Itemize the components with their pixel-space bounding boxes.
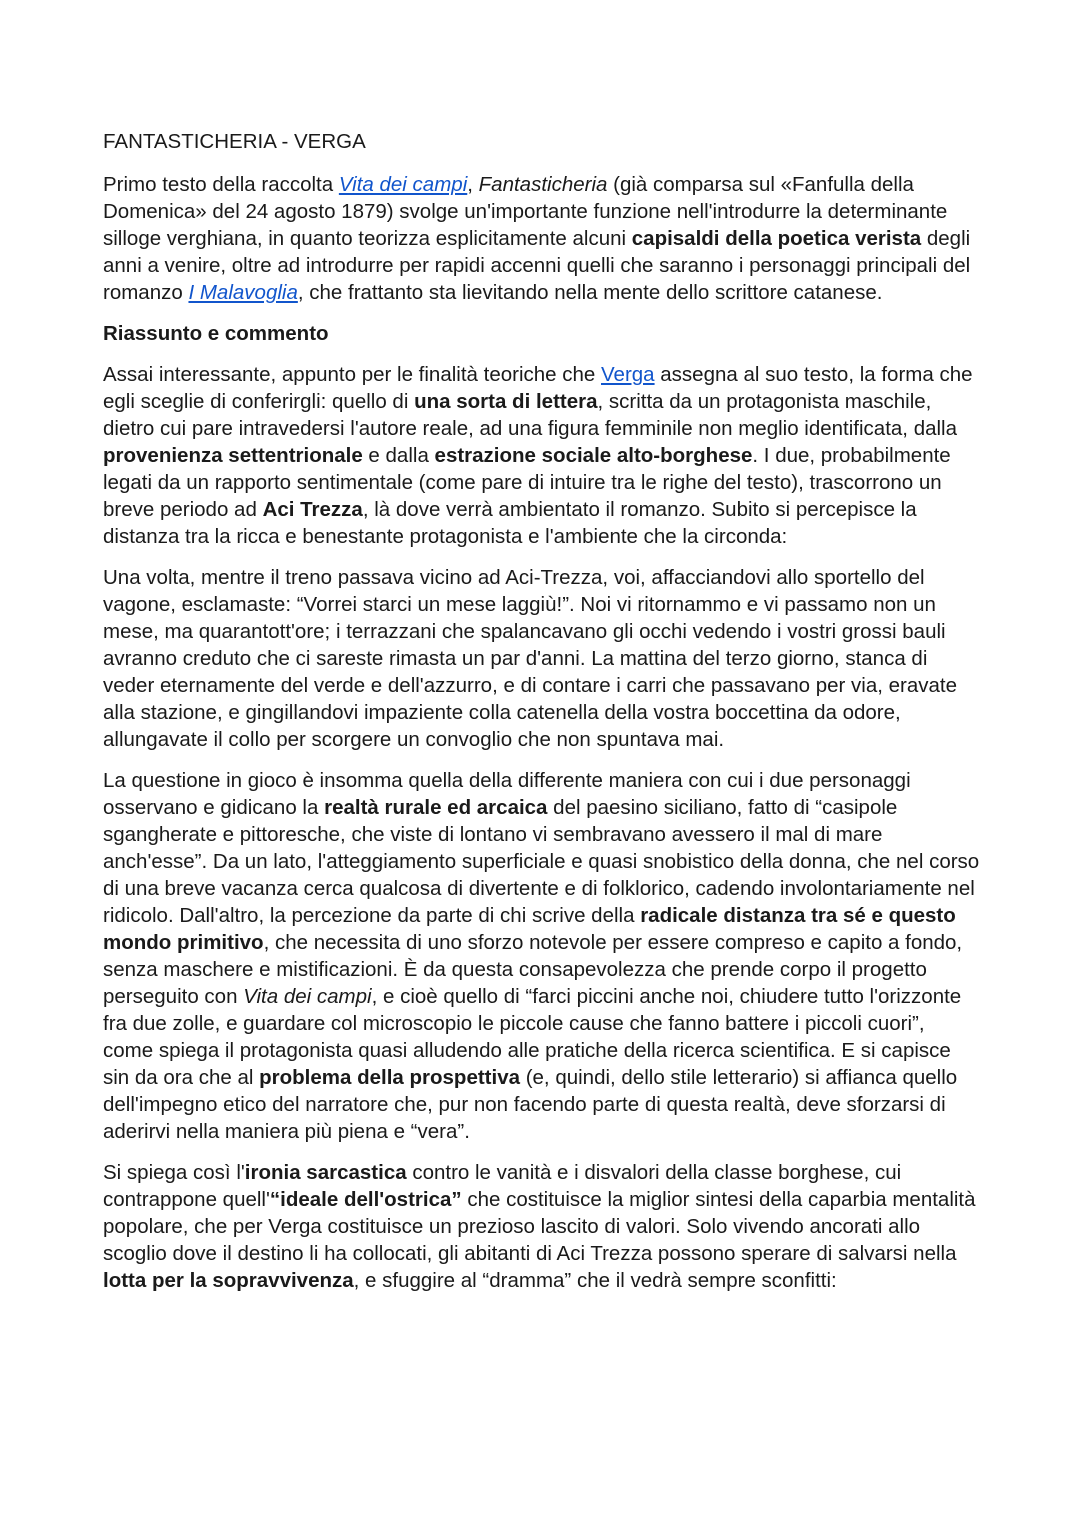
p1-text-6: , là dove verrà ambientato il romanzo. Subito si percepisce la distanza tra la ricca e benestante protagonista e l'ambiente che la circonda: (103, 498, 917, 548)
intro-fantasticheria: Fantasticheria (478, 173, 608, 196)
intro-paragraph (103, 171, 980, 306)
intro-text-5: , che frattanto sta lievitando nella mente dello scrittore catanese. (297, 281, 883, 304)
p2-text-4: , e cioè quello di “farci piccini anche noi, chiudere tutto l'orizzonte fra due zolle, e guardare col microscopio le piccole cause che fanno battere i piccoli cuori”, come spiega il protagonista quasi alludendo alle pratiche della ricerca scientifica. E si capisce sin da ora che al (103, 985, 962, 1089)
p1-text-2: assegna al suo testo, la forma che egli sceglie di conferirgli: quello di (103, 363, 973, 413)
intro-text-2: , (467, 173, 479, 196)
p3-text-2: contro le vanità e i disvalori della classe borghese, cui contrappone quell' (103, 1161, 902, 1211)
p3-bold-ostrica: “ideale dell'ostrica” (269, 1188, 462, 1211)
document-title: FANTASTICHERIA - VERGA (103, 130, 366, 153)
p3-text-3: che costituisce la miglior sintesi della caparbia mentalità popolare, che per Verga costituisce un prezioso lascito di valori. Solo vivendo ancorati allo scoglio dove il destino li ha collocati, gli abitanti di Aci Trezza possono sperare di salvarsi nella (103, 1188, 976, 1265)
section-heading: Riassunto e commento (103, 322, 329, 345)
p2-text-3: , che necessita di uno sforzo notevole per essere compreso e capito a fondo, senza maschere e mistificazioni. È da questa consapevolezza che prende corpo il progetto perseguito con (103, 931, 963, 1008)
p1-bold-provenienza: provenienza settentrionale (103, 444, 363, 467)
p1-text-4: e dalla (362, 444, 435, 467)
p1-bold-aci-trezza: Aci Trezza (262, 498, 363, 521)
p2-bold-distanza: radicale distanza tra sé e questo mondo primitivo (103, 904, 956, 954)
quote-paragraph: Una volta, mentre il treno passava vicino ad Aci-Trezza, voi, affacciandovi allo sportello del vagone, esclamaste: “Vorrei starci un mese laggiù!”. Noi vi ritornammo e vi passamo non un mese, ma quarantott'ore; i terrazzani che spalancavano gli occhi vedendo i vostri grossi bauli avranno creduto che ci sareste rimasta un par d'anni. La mattina del terzo giorno, stanca di veder eternamente del verde e dell'azzurro, e di contare i carri che passavano per via, eravate alla stazione, e gingillandovi impaziente colla catenella della vostra boccettina da odore, allungavate il collo per scorgere un convoglio che non spuntava mai. (103, 566, 957, 751)
p2-text-1: La questione in gioco è insomma quella della differente maniera con cui i due personaggi osservano e gidicano la (103, 769, 911, 819)
intro-bold-capisaldi: capisaldi della poetica verista (631, 227, 922, 250)
p2-text-2: del paesino siciliano, fatto di “casipole sgangherate e pittoresche, che viste di lontano vi sembravano avessero il mal di mare anch'esse”. Da un lato, l'atteggiamento superficiale e quasi snobistico della donna, che nel corso di una breve vacanza cerca qualcosa di divertente e di folklorico, cadendo involontariamente nel ridicolo. Dall'altro, la percezione da parte di chi scrive della (103, 796, 980, 927)
p3-text-1: Si spiega così l' (103, 1161, 245, 1184)
p1-text-5: . I due, probabilmente legati da un rapporto sentimentale (come pare di intuire tra le righe del testo), trascorrono un breve periodo ad (103, 444, 951, 521)
p3-bold-ironia: ironia sarcastica (244, 1161, 407, 1184)
p1-text-3: , scritta da un protagonista maschile, dietro cui pare intravedersi l'autore reale, ad una figura femminile non meglio identificata, dalla (103, 390, 958, 440)
summary-paragraph-1 (103, 361, 980, 550)
p1-bold-estrazione: estrazione sociale alto-borghese (434, 444, 753, 467)
intro-text-3: (già comparsa sul «Fanfulla della Domenica» del 24 agosto 1879) svolge un'importante funzione nell'introdurre la determinante silloge verghiana, in quanto teorizza esplicitamente alcuni (103, 173, 948, 250)
summary-paragraph-3 (103, 1159, 980, 1294)
summary-paragraph-2 (103, 767, 980, 1145)
intro-text-4: degli anni a venire, oltre ad introdurre per rapidi accenni quelli che saranno i personaggi principali del romanzo (103, 227, 971, 304)
p1-bold-lettera: una sorta di lettera (414, 390, 598, 413)
p1-text-1: Assai interessante, appunto per le finalità teoriche che (103, 363, 601, 386)
p2-italic-vita: Vita dei campi (243, 985, 372, 1008)
link-vita-dei-campi[interactable]: Vita dei campi (338, 173, 468, 196)
p2-bold-realta: realtà rurale ed arcaica (324, 796, 548, 819)
p2-text-5: (e, quindi, dello stile letterario) si affianca quello dell'impegno etico del narratore che, pur non facendo parte di questa realtà, deve sforzarsi di aderirvi nella maniera più piena e “vera”. (103, 1066, 958, 1143)
p3-bold-lotta: lotta per la sopravvivenza (103, 1269, 354, 1292)
link-i-malavoglia[interactable]: I Malavoglia (188, 281, 298, 304)
p3-text-4: , e sfuggire al “dramma” che il vedrà sempre sconfitti: (353, 1269, 837, 1292)
p2-bold-prospettiva: problema della prospettiva (259, 1066, 520, 1089)
intro-text-1: Primo testo della raccolta (103, 173, 339, 196)
link-verga[interactable]: Verga (601, 363, 655, 386)
